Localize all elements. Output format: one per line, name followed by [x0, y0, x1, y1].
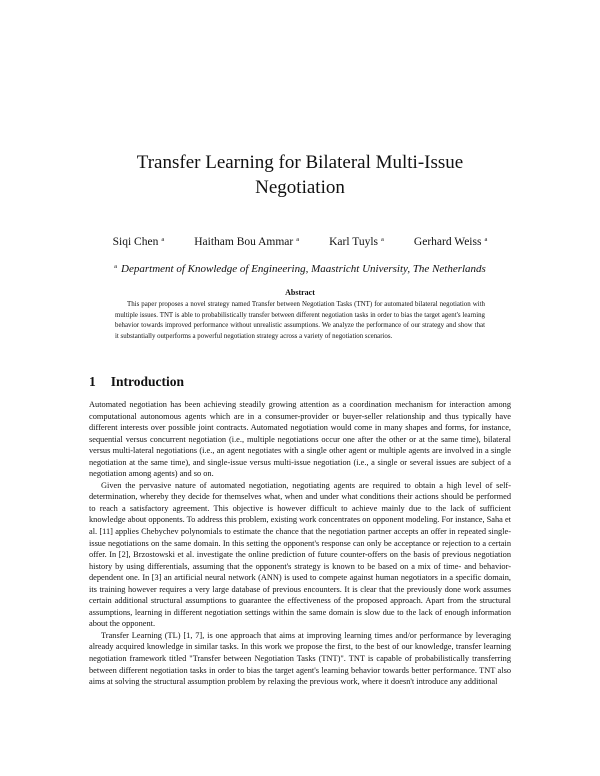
author: Siqi Chen $^a$: [112, 236, 165, 248]
author: Haitham Bou Ammar $^a$: [194, 236, 300, 248]
affiliation: [60, 263, 540, 275]
abstract-heading: Abstract: [285, 288, 315, 297]
paragraph: Given the pervasive nature of automated negotiation, negotiating agents are required to obtain a high level of self-determination, whereby they decide for themselves what, when and under what conditions their actions should be performed to reach a satisfactory agreement. This objective is however difficult to achieve mainly due to the lack of sufficient knowledge about opponents. To address this problem, existing work concentrates on opponent modeling. For instance, Saha et al. [11] applies Chebychev polynomials to estimate the chance that the negotiation partner accepts an offer in repeated single-issue negotiations on the same domain. In this setting the opponent's response can only be acceptance or rejection to a certain offer. In [2], Brzostowski et al. investigate the online prediction of future counter-offers on the basis of previous negotiation history by using differentials, assuming that the opponent's strategy is known to be based on a mix of time- and behavior-dependent one. In [3] an artificial neural network (ANN) is used to compete against human negotiators in a specific domain, its training however requires a very large database of previous encounters. It is clear that the previously done work assumes certain additional structural assumptions to guarantee the effectiveness of the proposed approach. Apart from the structural assumptions, learning in different negotiation settings within the same domain is slow due to the lack of enough information about the opponent.: [89, 480, 511, 629]
affiliation-mark: a: [484, 236, 488, 243]
paper-title: [80, 150, 520, 200]
title-line-1: Transfer Learning for Bilateral Multi-Issue: [136, 152, 464, 173]
paragraph: Automated negotiation has been achieving steadily growing attention as a coordination mechanism for interaction among computational autonomous agents which are in a consumer-provider or buyer-seller relationship and thus typically have different interests over possible joint contracts. Automated negotiation would come in many shapes and forms, for instance, sequential versus concurrent negotiation (i.e., multiple negotiations occur one after the other or at the same time), bilateral versus multi-lateral negotiations (i.e., an agent negotiates with a single other agent or multiple agents are involved in a single negotiation at the same time), and single-issue versus multi-issue negotiation (i.e., a single or several issues are subject of a negotiation among agents) and so on.: [89, 400, 511, 479]
section-heading: [89, 374, 184, 390]
affiliation-mark: a: [114, 263, 118, 270]
title-line-2: Negotiation: [255, 177, 345, 198]
abstract-text: This paper proposes a novel strategy named Transfer between Negotiation Tasks (TNT) for automated bilateral negotiation with multiple issues. TNT is able to probabilistically transfer between different negotiation tasks in order to bias the target agent's learning behavior towards improved performance without unrealistic assumptions. We analyze the performance of our strategy and show that it substantially outperforms a powerful negotiation strategy across a variety of negotiation scenarios.: [115, 301, 485, 340]
affiliation-mark: a: [381, 236, 384, 243]
author: Karl Tuyls $^a$: [329, 236, 384, 248]
section-number: 1: [89, 374, 96, 389]
affiliation-text: Department of Knowledge of Engineering, Maastricht University, The Netherlands: [121, 263, 486, 275]
paragraph: Transfer Learning (TL) [1, 7], is one approach that aims at improving learning times and/or performance by leveraging already acquired knowledge in similar tasks. In this work we propose the first, to the best of our knowledge, transfer learning negotiation framework titled "Transfer between Negotiation Tasks (TNT)". TNT is capable of probabilistically transferring between different negotiation tasks in order to bias the target agent's learning behavior towards better performance. TNT also aims at solving the structural assumption problem by relaxing the previous work, where it doesn't introduce any additional: [89, 630, 511, 687]
affiliation-mark: a: [296, 236, 300, 243]
author-list: [60, 236, 540, 248]
body-text: [89, 399, 511, 688]
affiliation-mark: a: [161, 236, 165, 243]
section-title: Introduction: [110, 374, 185, 389]
author: Gerhard Weiss $^a$: [413, 236, 488, 248]
